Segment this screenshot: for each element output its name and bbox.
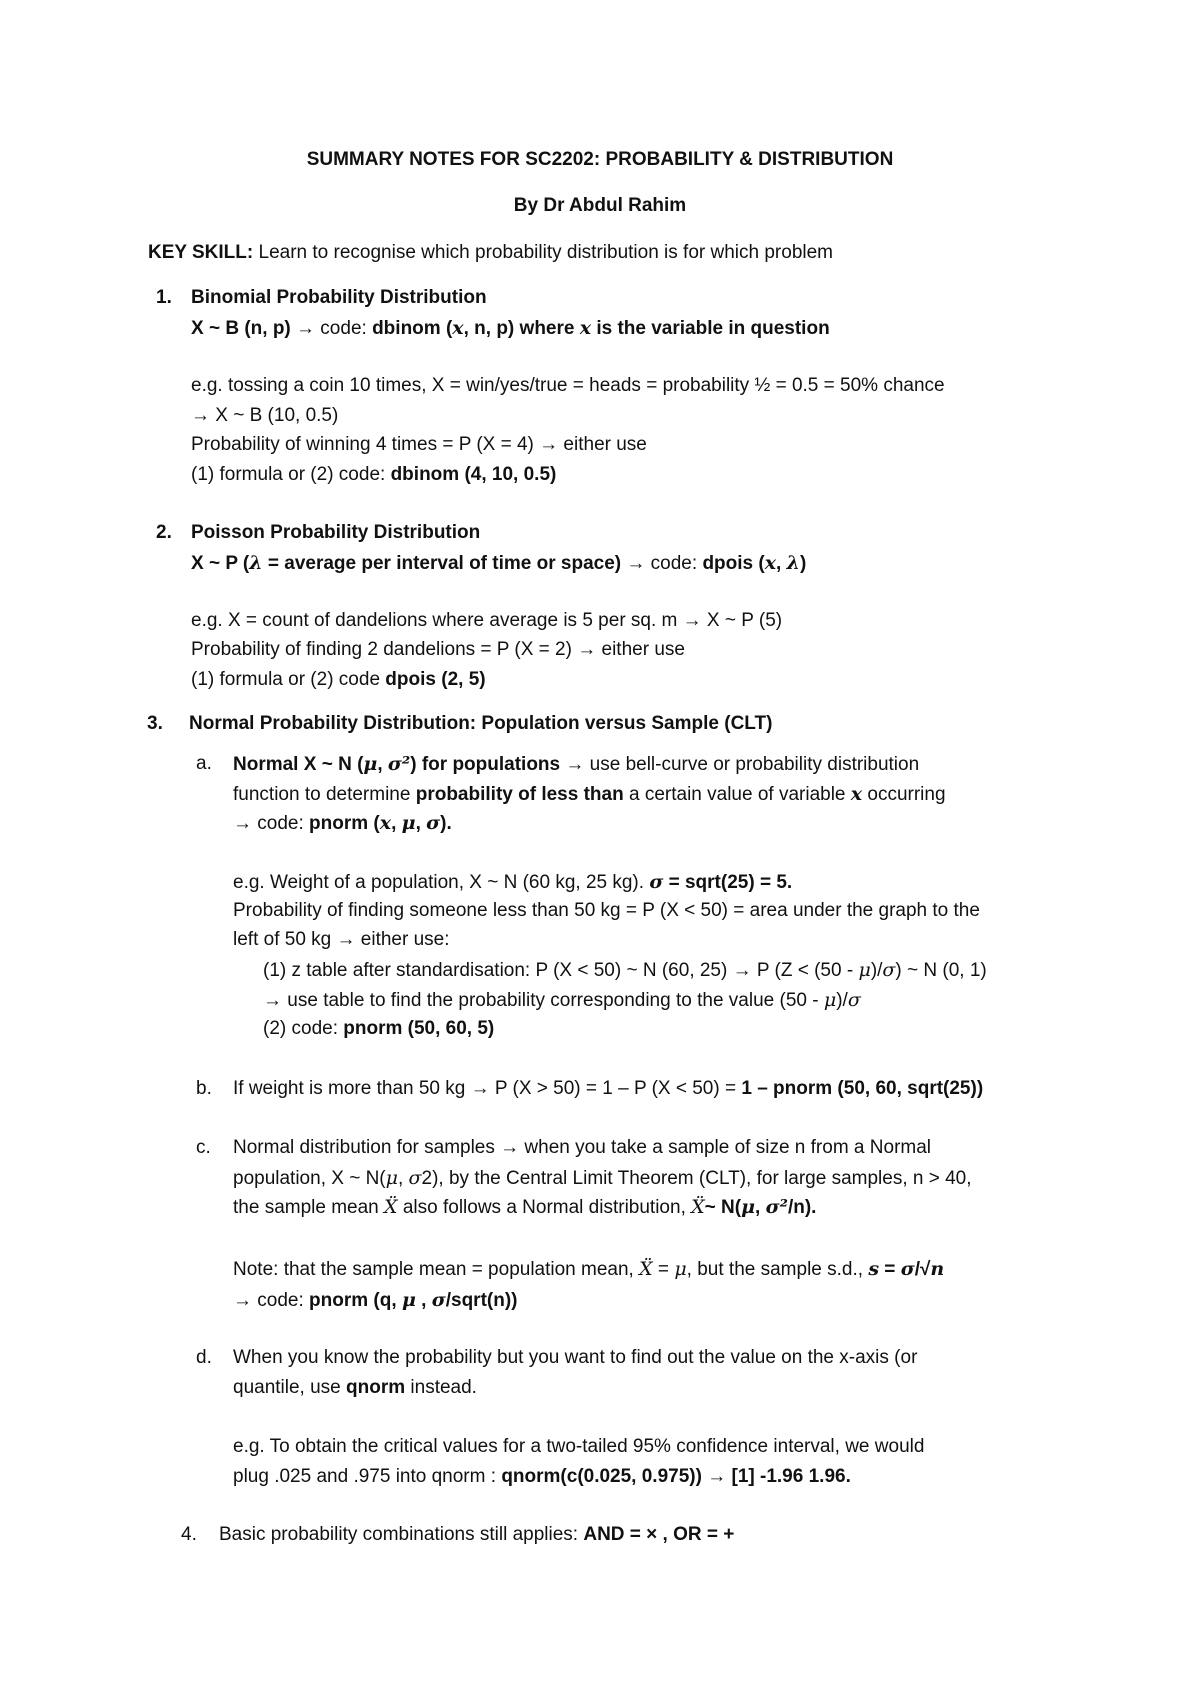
section-2-example-line-2: Probability of finding 2 dandelions = P (X = 2) → either use [191,639,685,660]
section-2-number: 2. [156,522,172,543]
section-3d-example-line-2: plug .025 and .975 into qnorm : qnorm(c(0.025, 0.975)) → [1] -1.96 1.96. [233,1466,851,1487]
section-3a-example-line-4: (1) z table after standardisation: P (X < 50) ~ N (60, 25) → P (Z < (50 - μ)/σ) ~ N (0, 1) [263,959,987,981]
section-3b-letter: b. [196,1078,212,1099]
section-3-number: 3. [147,713,163,734]
arrow-icon: → [263,990,282,1011]
section-3c-letter: c. [196,1137,211,1158]
section-3-heading: Normal Probability Distribution: Population versus Sample (CLT) [189,713,773,734]
arrow-icon: → [191,405,210,426]
document-title: SUMMARY NOTES FOR SC2202: PROBABILITY & DISTRIBUTION [306,149,894,170]
arrow-icon: → [296,318,316,339]
arrow-icon: → [470,1078,490,1099]
section-4-line: Basic probability combinations still applies: AND = × , OR = + [219,1524,735,1545]
section-3a-line-1: Normal X ~ N (μ, σ²) for populations → use bell-curve or probability distribution [233,753,920,775]
section-1-notation: X ~ B (n, p) → code: dbinom (x, n, p) where x is the variable in question [191,317,830,339]
key-skill-line [148,241,833,265]
section-3a-example-line-2: Probability of finding someone less than 50 kg = P (X < 50) = area under the graph to the [233,900,980,921]
section-1-example-line-4: (1) formula or (2) code: dbinom (4, 10, 0.5) [191,464,557,485]
arrow-icon: → [233,1290,252,1311]
section-3a-example-line-1: e.g. Weight of a population, X ~ N (60 kg, 25 kg). σ = sqrt(25) = 5. [233,871,793,893]
section-3a-line-3: → code: pnorm (x, μ, σ). [233,812,452,834]
section-2-example-line-1: e.g. X = count of dandelions where average is 5 per sq. m → X ~ P (5) [191,610,783,631]
arrow-icon: → [539,434,559,455]
section-3c-line-3: the sample mean Ẍ also follows a Normal distribution, Ẍ~ N(μ, σ²/n). [233,1196,817,1218]
section-3d-letter: d. [196,1347,212,1368]
arrow-icon: → [682,610,702,631]
section-1-number: 1. [156,287,172,308]
section-3a-example-line-5: → use table to find the probability corresponding to the value (50 - μ)/σ [263,989,861,1011]
section-3a-line-2: function to determine probability of less than a certain value of variable x occurring [233,783,946,805]
section-4-number: 4. [181,1524,197,1545]
section-2-notation: X ~ P (λ = average per interval of time or space) → code: dpois (x, λ) [191,552,807,574]
section-3d-example-line-1: e.g. To obtain the critical values for a two-tailed 95% confidence interval, we would [233,1436,925,1457]
key-skill-label: KEY SKILL: [148,242,254,263]
section-1-example-line-2: → X ~ B (10, 0.5) [191,405,339,426]
section-2-example-line-3: (1) formula or (2) code dpois (2, 5) [191,669,486,690]
section-3a-example-line-6: (2) code: pnorm (50, 60, 5) [263,1018,495,1039]
section-3a-example-line-3: left of 50 kg → either use: [233,929,450,950]
section-3c-code-line: → code: pnorm (q, μ , σ/sqrt(n)) [233,1289,518,1311]
arrow-icon: → [732,960,752,981]
arrow-icon: → [500,1137,520,1158]
section-3d-line-2: quantile, use qnorm instead. [233,1377,477,1398]
section-3a-letter: a. [196,753,212,774]
section-3c-note-line: Note: that the sample mean = population mean, Ẍ = μ, but the sample s.d., s = σ/√n [233,1258,945,1280]
section-3c-line-2: population, X ~ N(μ, σ2), by the Central Limit Theorem (CLT), for large samples, n > 40, [233,1167,972,1189]
section-1-example-line-1: e.g. tossing a coin 10 times, X = win/yes/true = heads = probability ½ = 0.5 = 50% chance [191,375,945,396]
section-3c-line-1: Normal distribution for samples → when you take a sample of size n from a Normal [233,1137,932,1158]
document-author: By Dr Abdul Rahim [513,195,687,216]
arrow-icon: → [626,553,646,574]
section-2-heading: Poisson Probability Distribution [191,522,481,543]
section-1-example-line-3: Probability of winning 4 times = P (X = 4) → either use [191,434,647,455]
arrow-icon: → [336,929,356,950]
arrow-icon: → [707,1466,727,1487]
section-1-heading: Binomial Probability Distribution [191,287,487,308]
key-skill-text: Learn to recognise which probability distribution is for which problem [258,242,834,263]
arrow-icon: → [233,813,252,834]
arrow-icon: → [565,754,585,775]
section-3b-line-1: If weight is more than 50 kg → P (X > 50) = 1 – P (X < 50) = 1 – pnorm (50, 60, sqrt(25)) [233,1078,984,1099]
arrow-icon: → [577,639,597,660]
section-3d-line-1: When you know the probability but you want to find out the value on the x-axis (or [233,1347,918,1368]
